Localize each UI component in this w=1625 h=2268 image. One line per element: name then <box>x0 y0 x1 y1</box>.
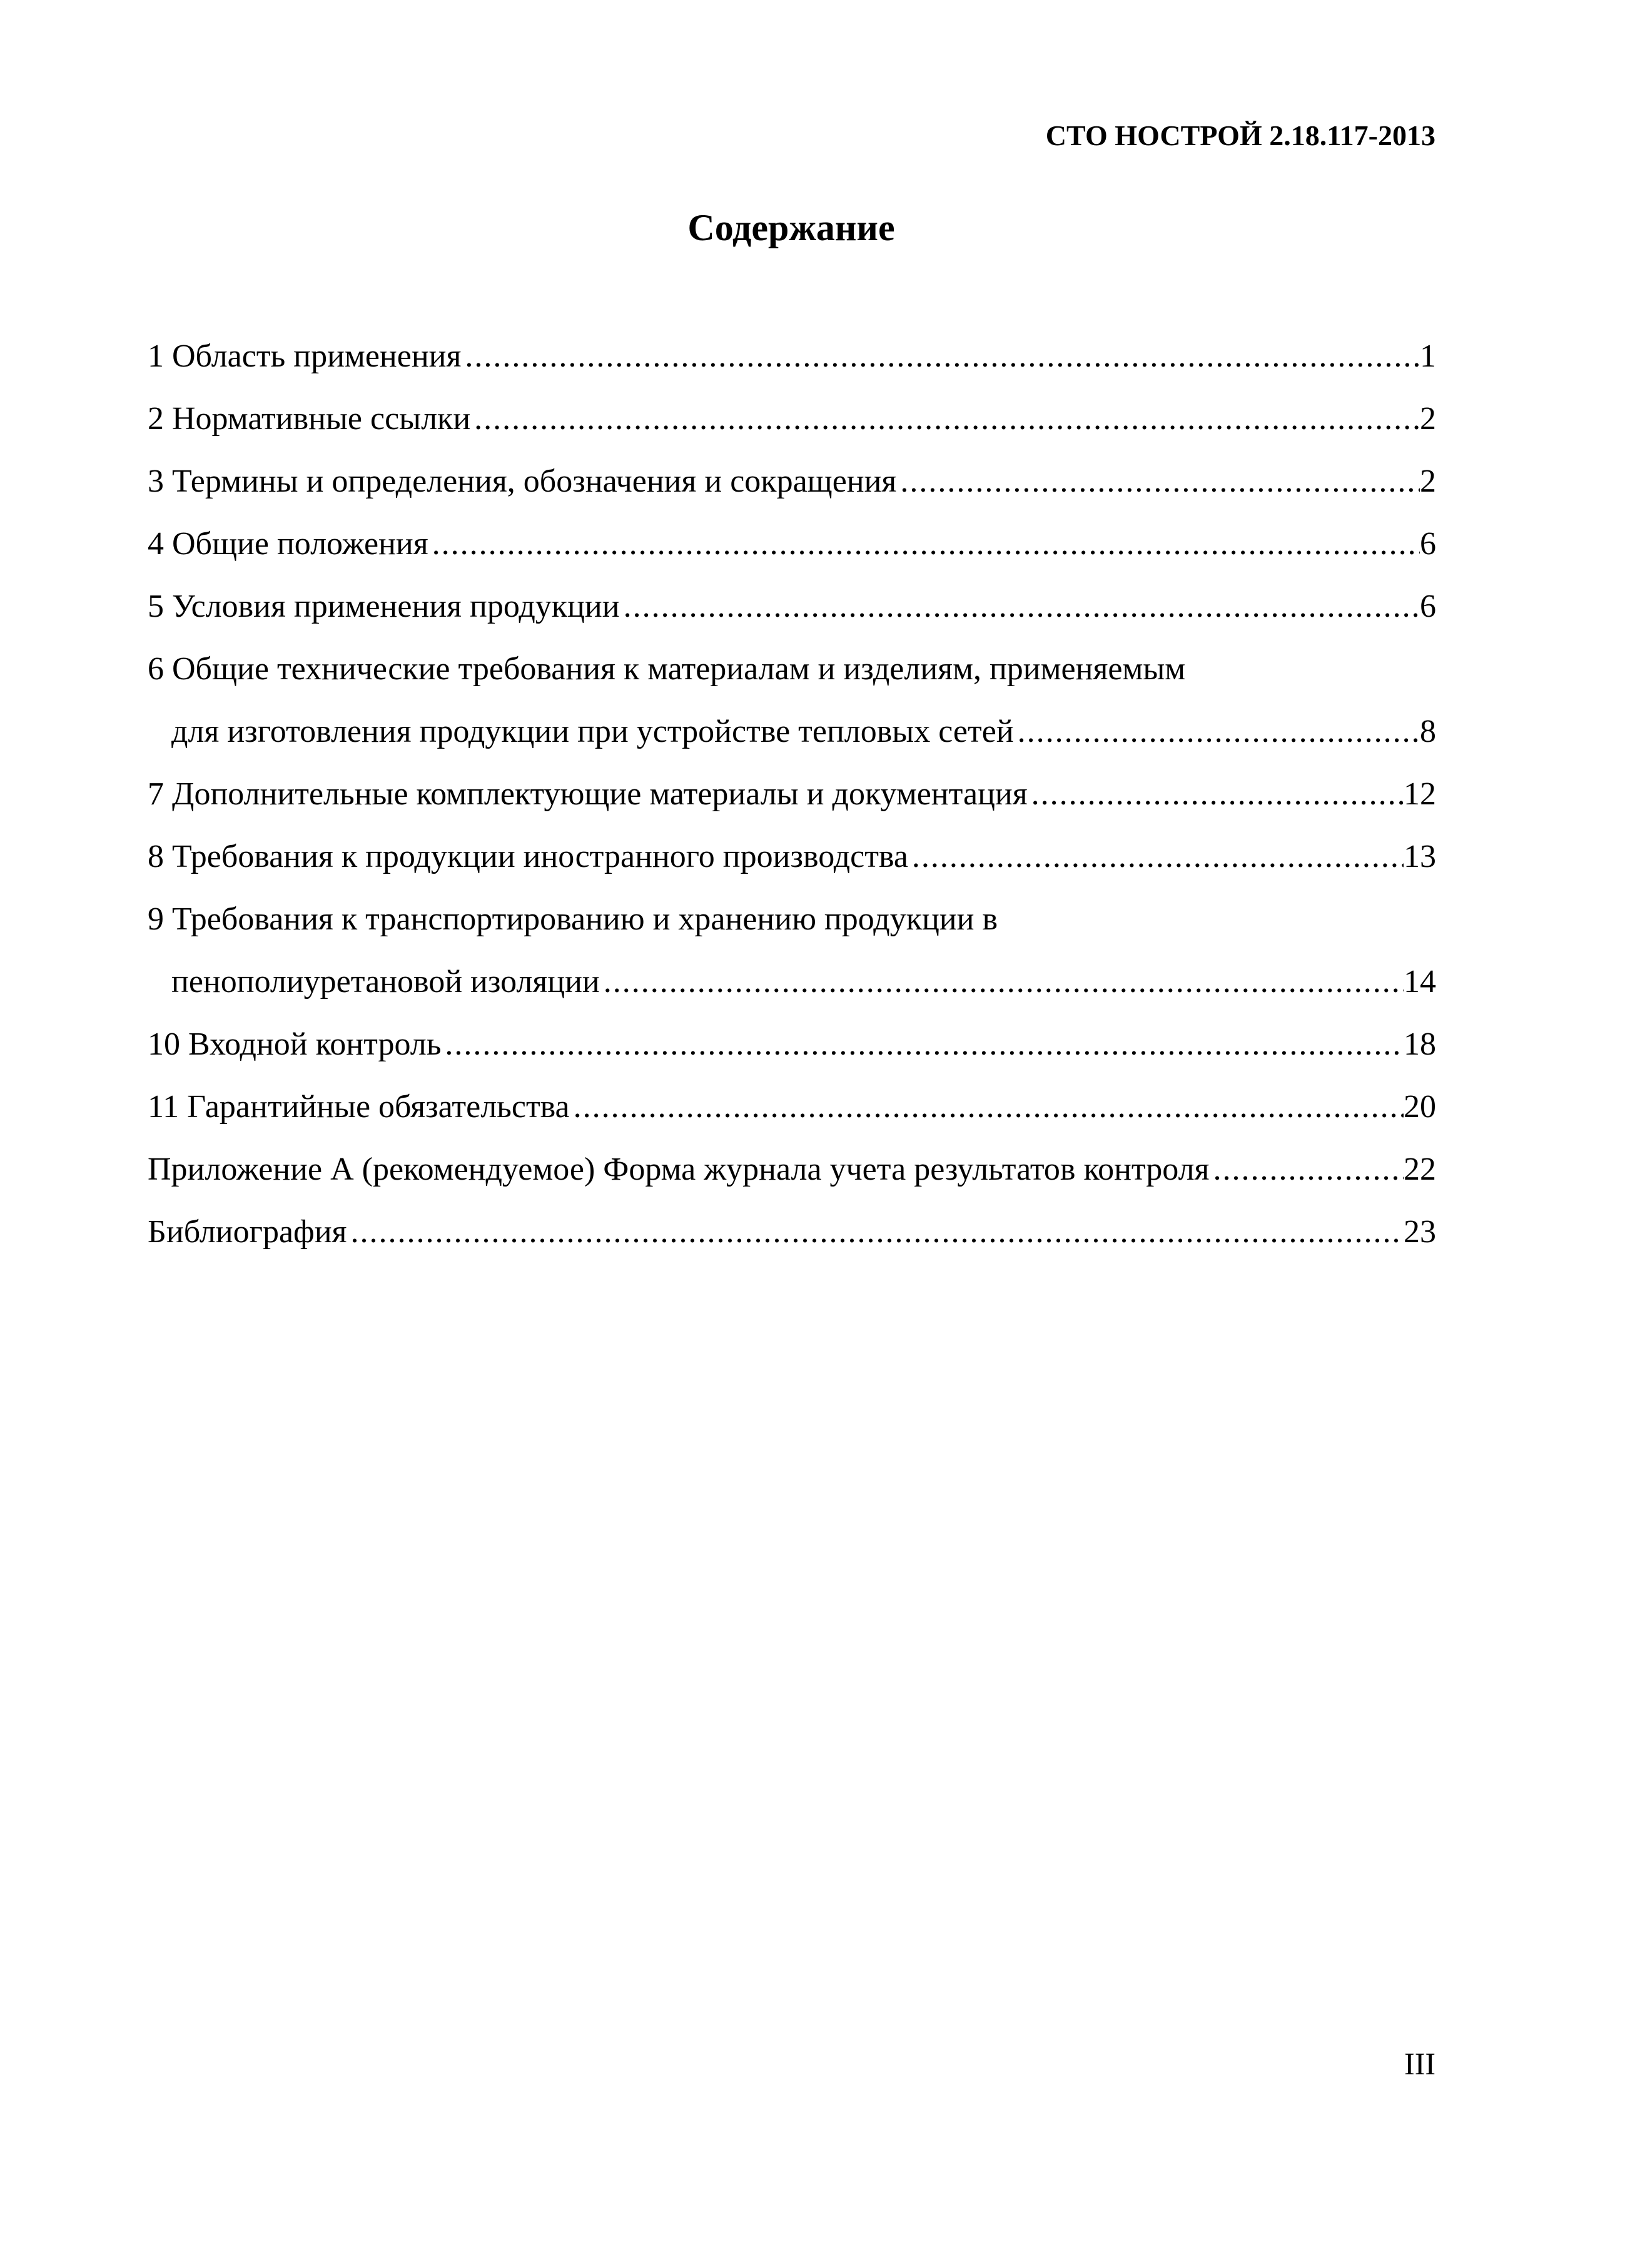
toc-entry-label-continued: для изготовления продукции при устройстве тепловых сетей <box>171 714 1014 749</box>
toc-entry-1[interactable] <box>148 325 1436 388</box>
toc-entry-bibliography[interactable] <box>148 1201 1436 1263</box>
toc-dot-leader <box>908 826 1404 888</box>
toc-entry-9[interactable] <box>148 888 1436 1013</box>
toc-dot-leader <box>470 388 1420 450</box>
toc-entry-page: 1 <box>1420 338 1436 374</box>
table-of-contents <box>148 325 1436 1263</box>
toc-entry-page: 23 <box>1404 1214 1436 1250</box>
toc-entry-page: 20 <box>1404 1089 1436 1125</box>
page-number: III <box>1404 2046 1435 2081</box>
toc-entry-8[interactable] <box>148 826 1436 888</box>
toc-dot-leader <box>620 575 1420 638</box>
toc-dot-leader <box>428 513 1420 575</box>
toc-dot-leader <box>570 1076 1404 1138</box>
toc-entry-label: 3 Термины и определения, обозначения и сокращения <box>148 463 897 499</box>
toc-entry-3[interactable] <box>148 450 1436 513</box>
toc-dot-leader <box>347 1201 1404 1263</box>
toc-dot-leader <box>441 1013 1404 1076</box>
toc-entry-page: 12 <box>1404 776 1436 812</box>
document-code: СТО НОСТРОЙ 2.18.117-2013 <box>1045 119 1435 151</box>
toc-entry-label: 8 Требования к продукции иностранного производства <box>148 839 908 874</box>
toc-dot-leader <box>1209 1138 1404 1201</box>
toc-entry-6[interactable] <box>148 638 1436 763</box>
toc-entry-page: 8 <box>1420 714 1436 749</box>
toc-entry-label: 10 Входной контроль <box>148 1026 442 1062</box>
toc-entry-page: 13 <box>1404 839 1436 874</box>
toc-dot-leader <box>896 450 1420 513</box>
toc-entry-page: 22 <box>1404 1152 1436 1187</box>
toc-dot-leader <box>1028 763 1404 826</box>
toc-entry-label: Библиография <box>148 1214 347 1250</box>
toc-entry-4[interactable] <box>148 513 1436 575</box>
toc-entry-11[interactable] <box>148 1076 1436 1138</box>
toc-entry-10[interactable] <box>148 1013 1436 1076</box>
toc-entry-label: 6 Общие технические требования к материалам и изделиям, применяемым <box>148 651 1186 687</box>
toc-entry-page: 6 <box>1420 526 1436 562</box>
toc-entry-page: 2 <box>1420 401 1436 437</box>
toc-entry-page: 18 <box>1404 1026 1436 1062</box>
toc-entry-appendix-a[interactable] <box>148 1138 1436 1201</box>
toc-entry-label: 4 Общие положения <box>148 526 428 562</box>
toc-entry-label: 7 Дополнительные комплектующие материалы и документация <box>148 776 1028 812</box>
toc-entry-2[interactable] <box>148 388 1436 450</box>
toc-entry-label: Приложение А (рекомендуемое) Форма журнала учета результатов контроля <box>148 1152 1210 1187</box>
toc-entry-page: 6 <box>1420 589 1436 624</box>
toc-entry-label: 1 Область применения <box>148 338 462 374</box>
toc-entry-label-continued: пенополиуретановой изоляции <box>171 964 600 1000</box>
toc-entry-5[interactable] <box>148 575 1436 638</box>
toc-dot-leader <box>1014 701 1420 763</box>
toc-entry-label: 9 Требования к транспортированию и хранению продукции в <box>148 901 998 937</box>
toc-title: Содержание <box>687 207 895 248</box>
toc-entry-7[interactable] <box>148 763 1436 826</box>
toc-entry-page: 14 <box>1404 964 1436 1000</box>
toc-dot-leader <box>600 951 1404 1013</box>
toc-dot-leader <box>461 325 1420 388</box>
toc-entry-label: 11 Гарантийные обязательства <box>148 1089 570 1125</box>
toc-entry-label: 2 Нормативные ссылки <box>148 401 471 437</box>
toc-entry-page: 2 <box>1420 463 1436 499</box>
toc-entry-label: 5 Условия применения продукции <box>148 589 620 624</box>
